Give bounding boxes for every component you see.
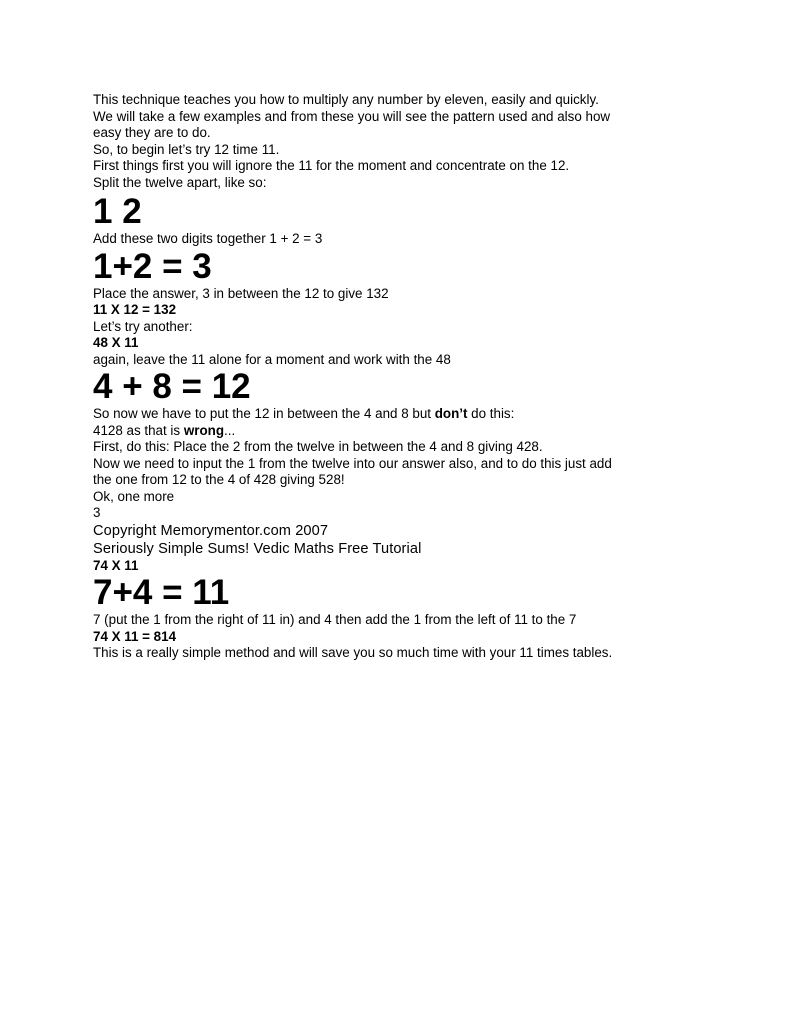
result-74x11: 74 X 11 = 814 xyxy=(93,628,177,644)
so-now-part-b: do this: xyxy=(467,406,515,421)
input-line-1a: Now we need to input the 1 from the twelve into our answer also, and to do this just add xyxy=(93,455,612,471)
big-sum-4-plus-8: 4 + 8 = 12 xyxy=(93,367,251,406)
wrong-part-b: ... xyxy=(224,422,236,438)
try-another-text: Let’s try another: xyxy=(93,318,193,334)
example-74x11: 74 X 11 xyxy=(93,557,139,573)
big-sum-1-plus-2: 1+2 = 3 xyxy=(93,246,212,286)
so-now-text xyxy=(93,406,753,423)
wrong-part-a: 4128 as that is xyxy=(93,422,184,438)
example-48x11: 48 X 11 xyxy=(93,335,139,350)
put-the-1-text: 7 (put the 1 from the right of 11 in) and 4 then add the 1 from the left of 11 to the 7 xyxy=(93,612,577,627)
intro-line-4: First things first you will ignore the 11 for the moment and concentrate on the 12. xyxy=(93,158,570,173)
intro-line-2a: We will take a few examples and from these you will see the pattern used and also how xyxy=(93,108,611,124)
big-digits-1-2: 1 2 xyxy=(93,192,142,231)
place-answer-text: Place the answer, 3 in between the 12 to give 132 xyxy=(93,285,389,301)
closing-text: This is a really simple method and will save you so much time with your 11 times tables. xyxy=(93,645,613,660)
page-number: 3 xyxy=(93,505,101,520)
step-add-digits: Add these two digits together 1 + 2 = 3 xyxy=(93,231,323,246)
wrong-bold: wrong xyxy=(183,422,224,438)
first-do-text: First, do this: Place the 2 from the twelve in between the 4 and 8 giving 428. xyxy=(93,439,543,454)
result-11x12: 11 X 12 = 132 xyxy=(93,302,177,317)
big-sum-7-plus-4: 7+4 = 11 xyxy=(93,573,230,612)
tutorial-subtitle: Seriously Simple Sums! Vedic Maths Free Tutorial xyxy=(93,540,422,557)
intro-line-2b: easy they are to do. xyxy=(93,125,211,140)
copyright-line: Copyright Memorymentor.com 2007 xyxy=(93,522,329,539)
intro-line-5: Split the twelve apart, like so: xyxy=(93,174,267,190)
so-now-part-a: So now we have to put the 12 in between the 4 and 8 but xyxy=(93,406,435,421)
wrong-text xyxy=(93,423,753,440)
intro-line-3: So, to begin let’s try 12 time 11. xyxy=(93,141,280,157)
so-now-bold: don’t xyxy=(434,406,468,421)
input-line-1b: the one from 12 to the 4 of 428 giving 528! xyxy=(93,472,345,487)
one-more-text: Ok, one more xyxy=(93,488,175,504)
leave-11-text: again, leave the 11 alone for a moment and work with the 48 xyxy=(93,351,451,367)
document-body xyxy=(93,92,753,662)
intro-line-1: This technique teaches you how to multiply any number by eleven, easily and quickly. xyxy=(93,92,599,107)
